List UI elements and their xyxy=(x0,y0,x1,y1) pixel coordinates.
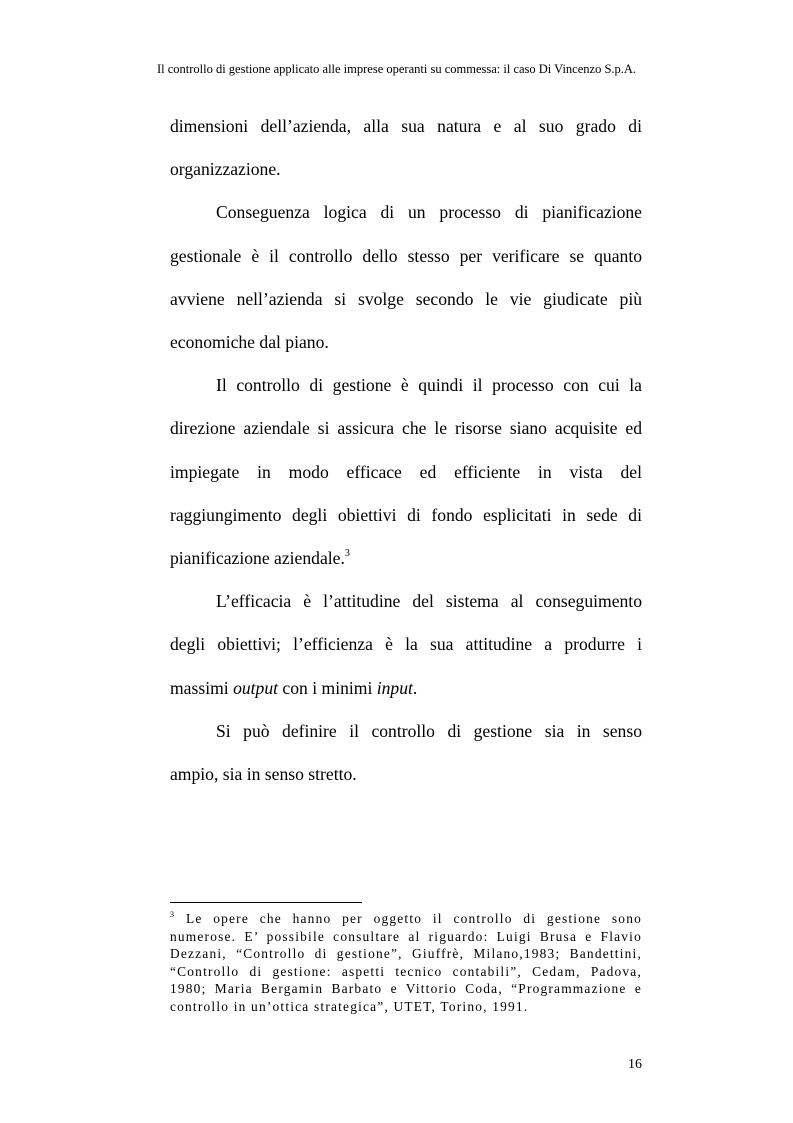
paragraph-line: gestionale è il controllo dello stesso per verificare se quanto xyxy=(170,245,642,266)
footnote-number: 3 xyxy=(170,910,176,919)
body-text xyxy=(170,105,642,796)
paragraph-line: dimensioni dell’azienda, alla sua natura e al suo grado di xyxy=(170,116,642,136)
paragraph-line: Conseguenza logica di un processo di pianificazione xyxy=(216,202,642,223)
paragraph-text: massimi xyxy=(170,677,234,698)
paragraph-line: Si può definire il controllo di gestione sia in senso xyxy=(216,720,642,741)
paragraph-line: raggiungimento degli obiettivi di fondo esplicitati in sede di xyxy=(170,504,642,525)
footnote-separator xyxy=(170,902,362,903)
paragraph-text: pianificazione aziendale. xyxy=(170,548,345,569)
paragraph-line xyxy=(170,667,642,710)
paragraph-line: impiegate in modo efficace ed efficiente in vista del xyxy=(170,461,642,482)
paragraph-line: direzione aziendale si assicura che le risorse siano acquisite ed xyxy=(170,418,642,439)
paragraph-line: Il controllo di gestione è quindi il processo con cui la xyxy=(216,375,642,396)
footnote-reference[interactable]: 3 xyxy=(344,548,350,560)
running-header: Il controllo di gestione applicato alle imprese operanti su commessa: il caso Di Vincenzo S.p.A. xyxy=(156,62,637,76)
footnote xyxy=(170,910,642,1015)
italic-term-input: input xyxy=(376,677,413,698)
page-number: 16 xyxy=(628,1057,642,1072)
paragraph-line: avviene nell’azienda si svolge secondo le vie giudicate più xyxy=(170,288,642,309)
paragraph-text: . xyxy=(412,677,418,698)
paragraph-line: organizzazione. xyxy=(170,159,281,180)
paragraph-line: ampio, sia in senso stretto. xyxy=(170,764,357,785)
paragraph-line: L’efficacia è l’attitudine del sistema al conseguimento xyxy=(216,591,642,612)
paragraph-line xyxy=(170,537,642,580)
footnote-text: Le opere che hanno per oggetto il controllo di gestione sono numerose. E’ possibile consultare al riguardo: Luigi Brusa e Flavio Dezzani, “Controllo di gestione”, Giuffrè, Milano,1983; Bandettini, “Controllo di gestione: aspetti tecnico contabili”, Cedam, Padova, 1980; Maria Bergamin Barbato e Vittorio Coda, “Programmazione e controllo in un’ottica strategica”, UTET, Torino, 1991. xyxy=(170,911,642,1014)
italic-term-output: output xyxy=(233,677,279,698)
paragraph-line: degli obiettivi; l’efficienza è la sua attitudine a produrre i xyxy=(170,634,642,655)
paragraph-text: con i minimi xyxy=(278,677,377,698)
paragraph-line: economiche dal piano. xyxy=(170,332,329,353)
